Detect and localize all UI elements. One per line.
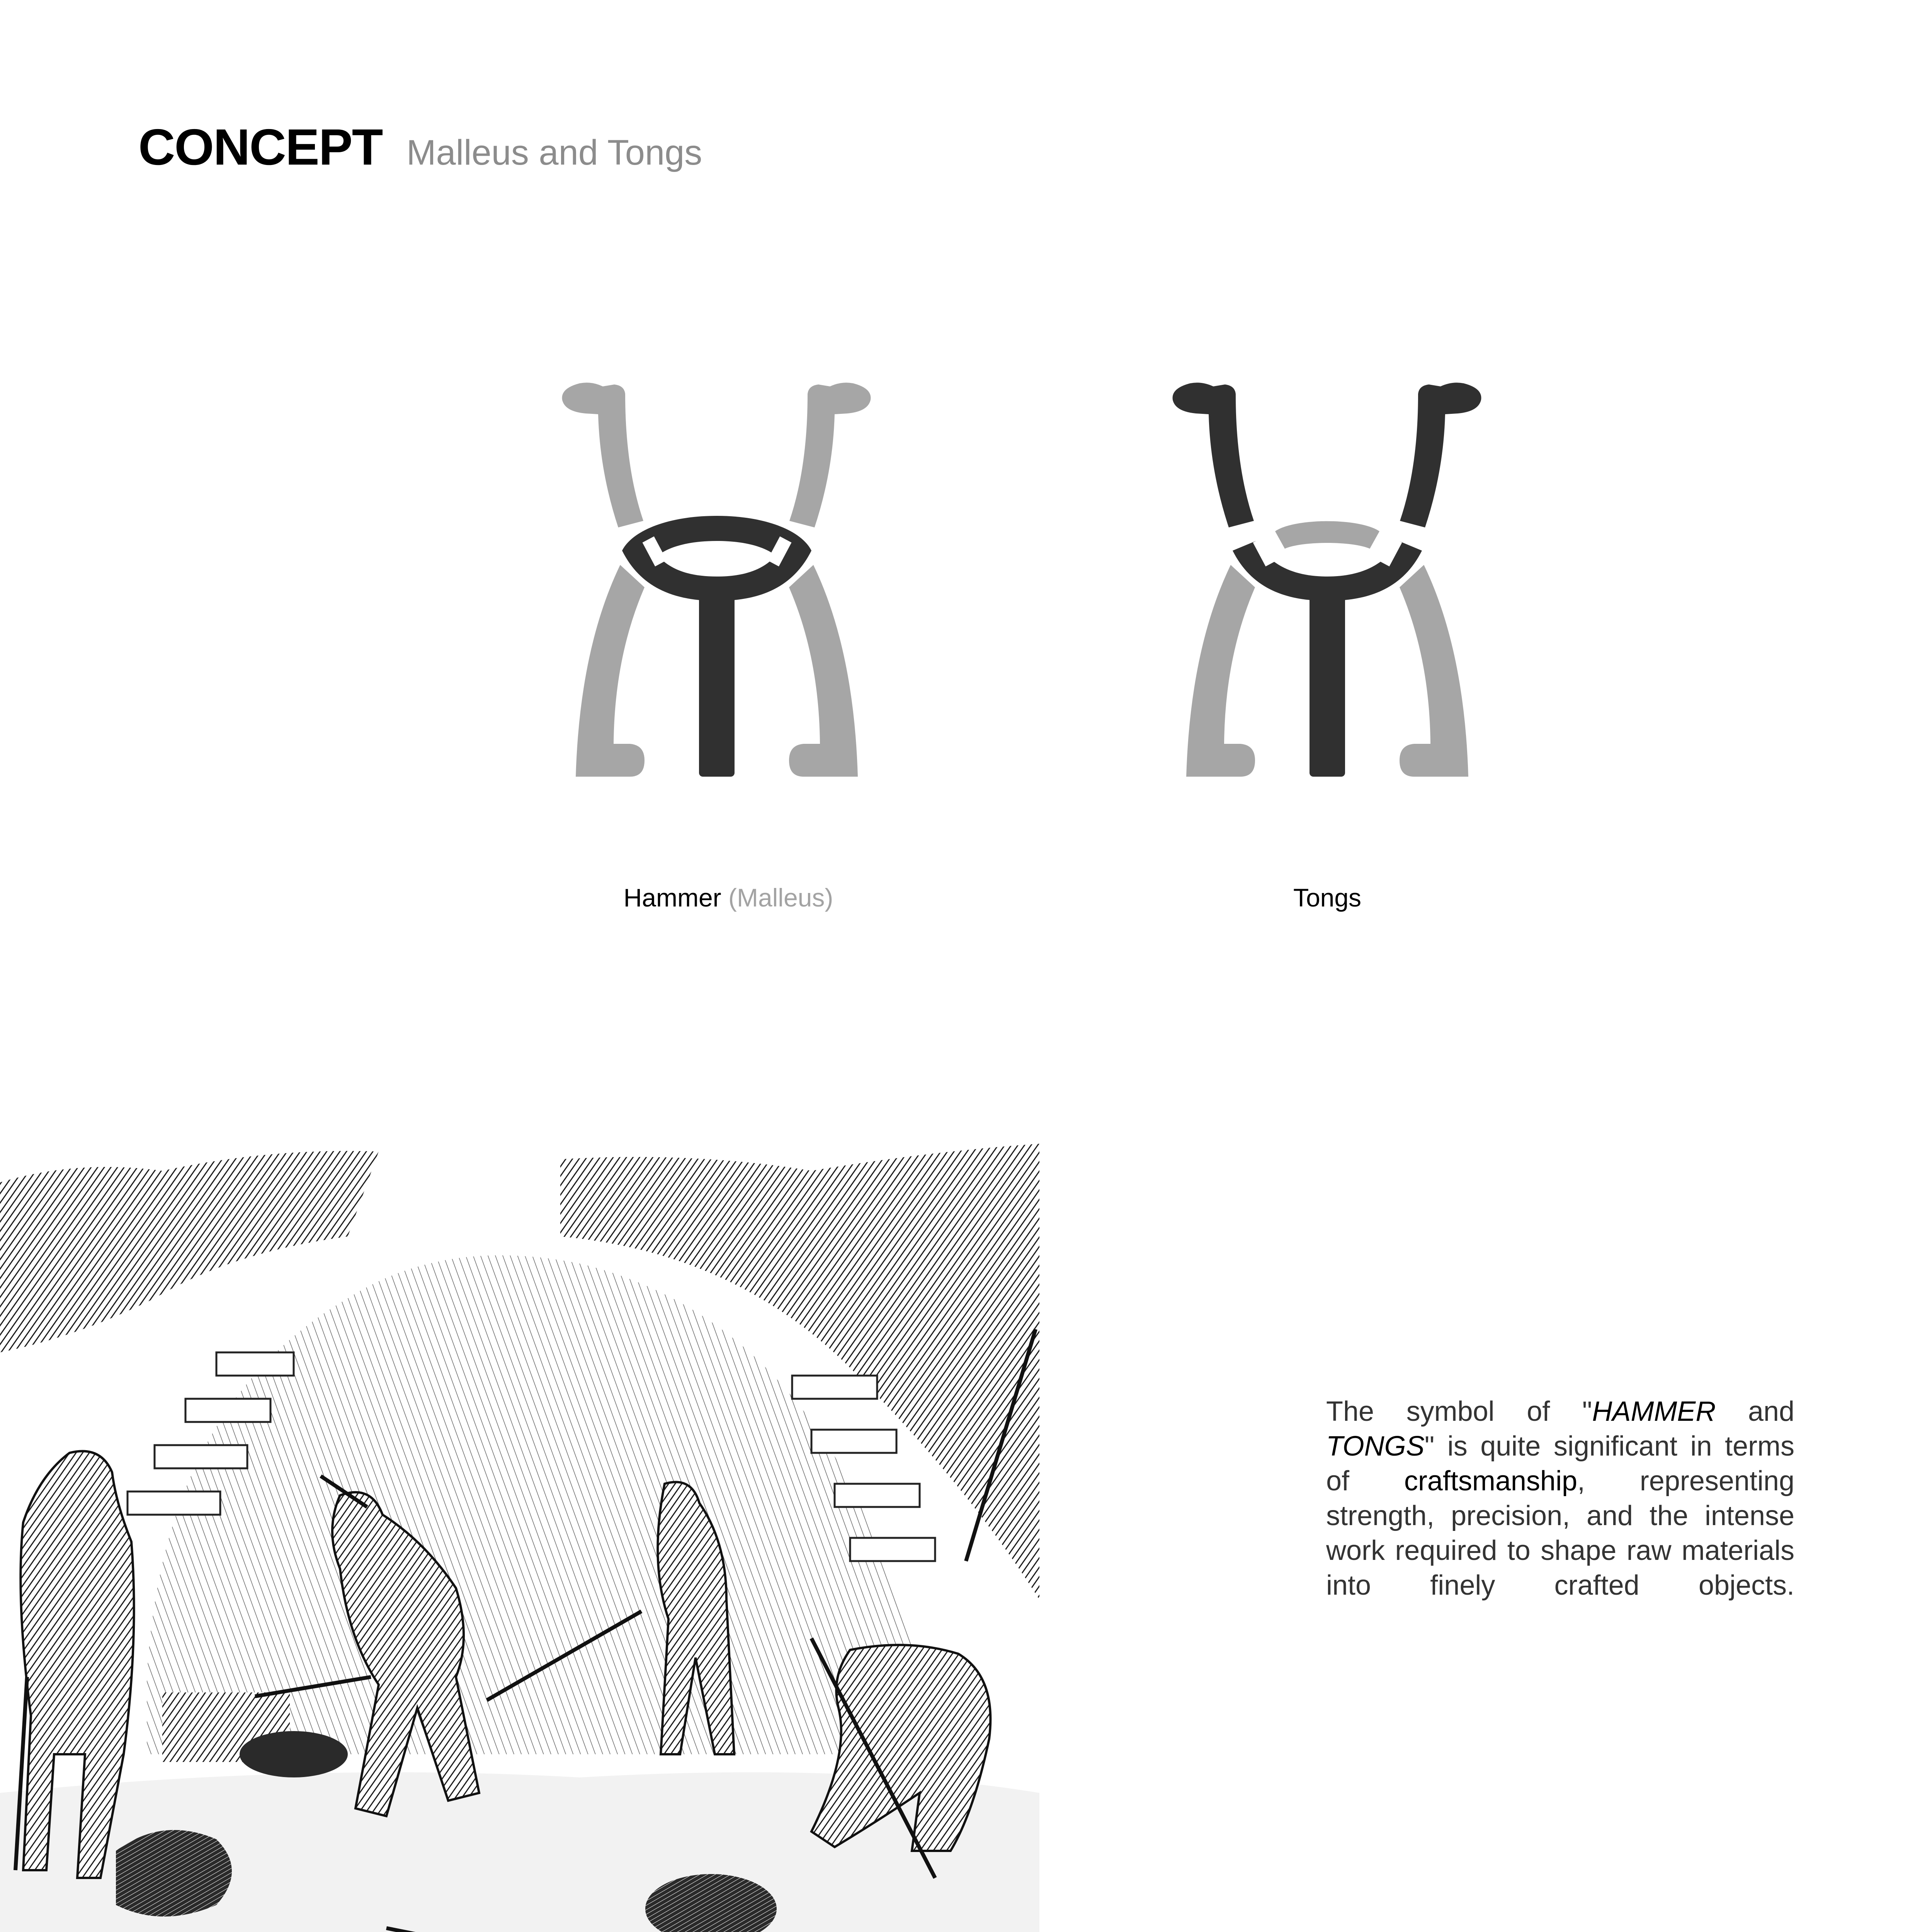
hammer-part xyxy=(1275,521,1379,549)
tongs-lower-right-leg xyxy=(789,565,858,777)
hammer-ring-upper xyxy=(1275,521,1379,549)
hammer-caption-label: Hammer xyxy=(623,883,721,912)
tongs-upper-right-arm xyxy=(789,383,871,527)
description-line-5: work required to shape raw materials xyxy=(1326,1535,1794,1566)
description-line-4: strength, precision, and the intense xyxy=(1326,1500,1794,1531)
page-title: CONCEPT xyxy=(138,119,383,175)
tongs-lower-left-leg xyxy=(1186,565,1255,777)
description-line-3: of craftsmanship, representing xyxy=(1326,1466,1794,1497)
tongs-logo-icon xyxy=(1167,379,1488,777)
tongs-caption xyxy=(1151,883,1503,912)
tongs-upper-left-arm xyxy=(1173,383,1254,527)
hammer-caption xyxy=(537,883,920,912)
tongs-upper-left-arm xyxy=(562,383,643,527)
page-subtitle: Malleus and Tongs xyxy=(406,133,702,172)
tongs-caption-label: Tongs xyxy=(1293,883,1362,912)
page-header xyxy=(138,118,702,176)
hammer-stem xyxy=(699,587,735,777)
description-line-6: into finely crafted objects. xyxy=(1326,1570,1794,1601)
description-line-1: The symbol of "HAMMER and xyxy=(1326,1396,1794,1427)
tongs-lower-right-leg xyxy=(1400,565,1468,777)
hammer-logo-icon xyxy=(556,379,877,777)
tongs-upper-right-arm xyxy=(1400,383,1481,527)
tongs-stem xyxy=(1310,587,1345,777)
tongs-lower-left-leg xyxy=(576,565,645,777)
hammer-caption-secondary: (Malleus) xyxy=(728,883,833,912)
hammer-part xyxy=(622,516,811,777)
description-line-2: TONGS" is quite significant in terms xyxy=(1326,1431,1794,1462)
concept-description xyxy=(1326,1394,1794,1603)
blacksmith-engraving-image xyxy=(0,1136,1039,1932)
